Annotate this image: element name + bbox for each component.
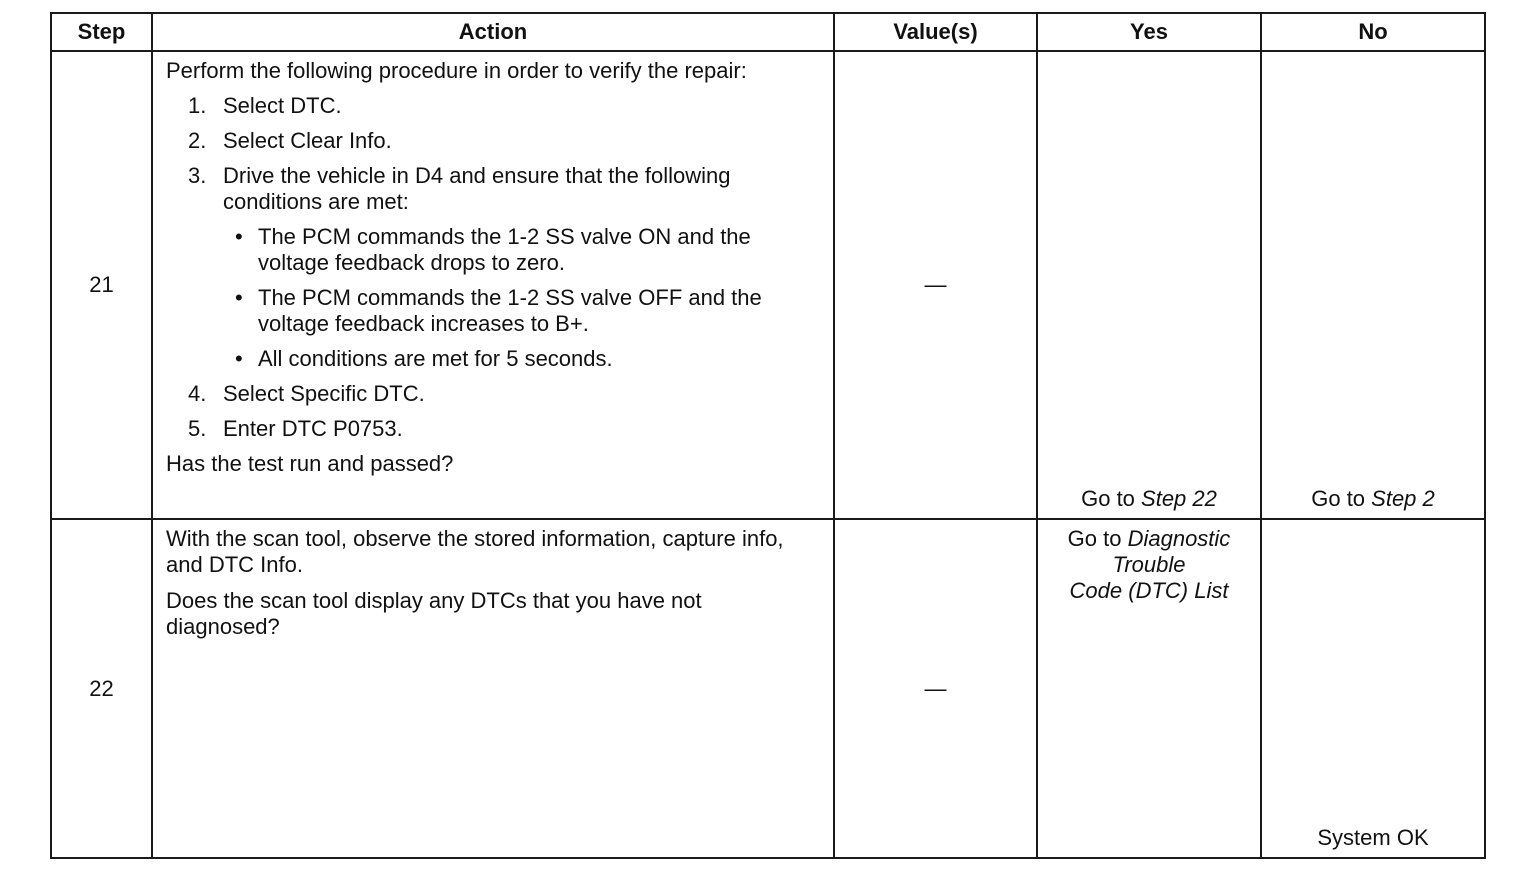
header-yes: Yes — [1037, 13, 1261, 51]
action-question: Does the scan tool display any DTCs that you have not diagnosed? — [166, 588, 702, 639]
no-cell — [1261, 51, 1485, 519]
condition-item: • The PCM commands the 1-2 SS valve ON and the voltage feedback drops to zero. — [235, 224, 751, 275]
condition-item: • All conditions are met for 5 seconds. — [235, 346, 613, 371]
header-row — [51, 13, 1485, 51]
procedure-step: 1. Select DTC. — [188, 93, 342, 118]
procedure-step: 5. Enter DTC P0753. — [188, 416, 403, 441]
step-number: 21 — [51, 51, 152, 519]
header-step: Step — [51, 13, 152, 51]
action-question: Has the test run and passed? — [166, 451, 454, 476]
diagnostic-table — [50, 12, 1486, 859]
value-cell: — — [834, 519, 1037, 858]
no-result: System OK — [1317, 825, 1429, 850]
action-cell — [152, 51, 834, 519]
step-number: 22 — [51, 519, 152, 858]
procedure-list — [166, 93, 821, 442]
action-cell — [152, 519, 834, 858]
procedure-step: 2. Select Clear Info. — [188, 128, 392, 153]
header-action: Action — [152, 13, 834, 51]
table-row — [51, 51, 1485, 519]
condition-list — [223, 224, 821, 372]
value-cell: — — [834, 51, 1037, 519]
action-intro: Perform the following procedure in order to verify the repair: — [166, 58, 747, 83]
header-no: No — [1261, 13, 1485, 51]
yes-cell — [1037, 519, 1261, 858]
header-values: Value(s) — [834, 13, 1037, 51]
yes-goto[interactable]: Go to Diagnostic Trouble Code (DTC) List — [1067, 526, 1231, 603]
table-row — [51, 519, 1485, 858]
no-goto[interactable]: Go to Step 2 — [1311, 486, 1435, 511]
procedure-step: 4. Select Specific DTC. — [188, 381, 425, 406]
condition-item: • The PCM commands the 1-2 SS valve OFF and the voltage feedback increases to B+. — [235, 285, 762, 336]
no-cell — [1261, 519, 1485, 858]
yes-cell — [1037, 51, 1261, 519]
procedure-step: 3. Drive the vehicle in D4 and ensure that the following conditions are met: • The PCM commands the 1-2 SS valve ON and the voltage feedback drops to zero. • The PCM commands the 1-2 SS valve OFF and the voltage feedback increases to B+. • All conditions are met for 5 seconds. — [166, 163, 821, 372]
yes-goto[interactable]: Go to Step 22 — [1081, 486, 1217, 511]
action-intro: With the scan tool, observe the stored information, capture info, and DTC Info. — [166, 526, 784, 577]
